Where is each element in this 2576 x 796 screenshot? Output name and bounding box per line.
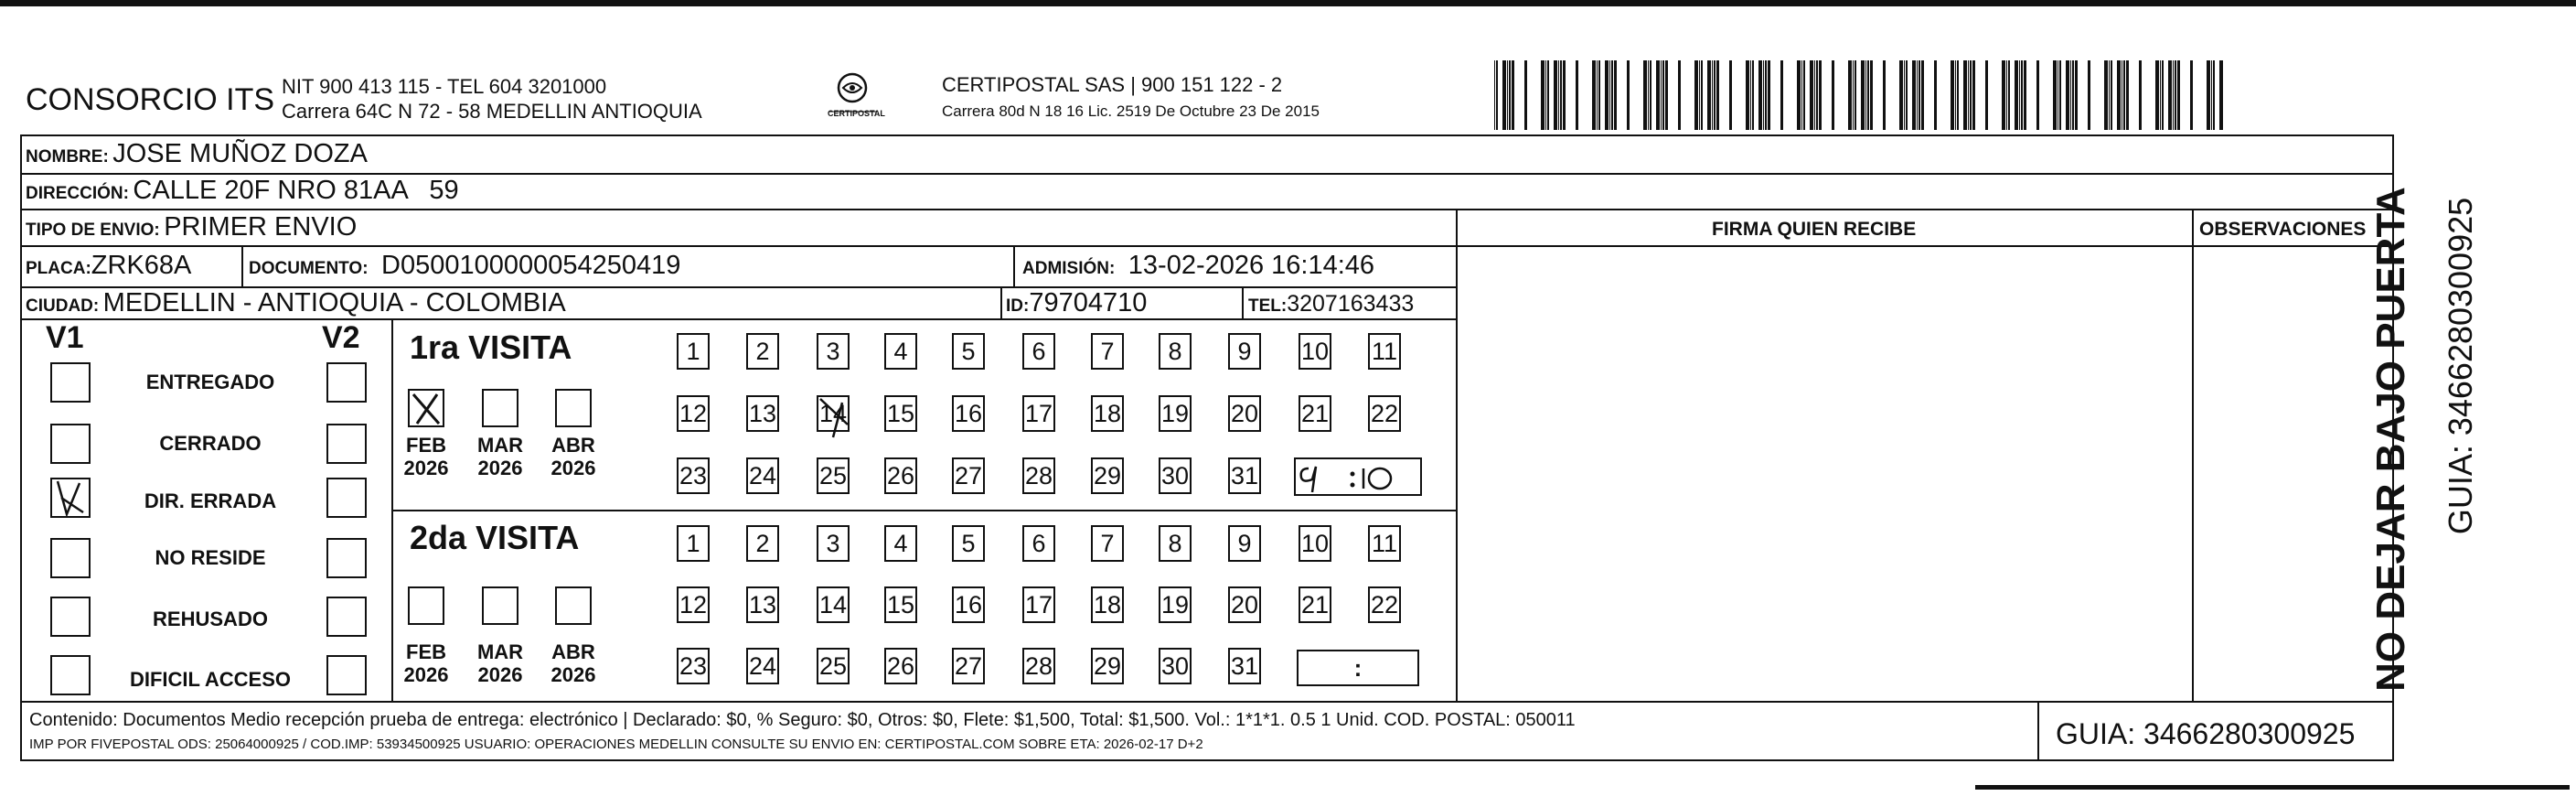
barcode-bar [2139, 60, 2142, 130]
barcode-bar [1750, 60, 1751, 130]
barcode-bar [2126, 60, 2129, 130]
first-visit-day-28[interactable]: 28 [1022, 457, 1055, 494]
row-line [391, 510, 1458, 511]
second-visit-day-8[interactable]: 8 [1159, 525, 1192, 562]
placa-label: PLACA: [26, 259, 91, 278]
barcode-bar [2059, 60, 2061, 130]
col-line [1013, 245, 1015, 286]
first-visit-month-mar-label [473, 434, 528, 480]
barcode-bar [1560, 60, 1562, 130]
first-visit-day-16[interactable]: 16 [952, 395, 985, 432]
month-year: 2026 [550, 457, 596, 480]
barcode-bar [1917, 60, 1918, 130]
second-visit-day-17[interactable]: 17 [1022, 586, 1055, 623]
second-visit-day-28[interactable]: 28 [1022, 648, 1055, 684]
month-name: MAR [476, 640, 524, 663]
barcode-bar [1627, 60, 1630, 130]
row-line [20, 245, 2394, 247]
company-line-2: Carrera 64C N 72 - 58 MEDELLIN ANTIOQUIA [282, 100, 702, 123]
second-visit-day-30[interactable]: 30 [1159, 648, 1192, 684]
direccion-row [26, 177, 459, 204]
v2-checkbox-cerrado[interactable] [326, 424, 367, 464]
barcode-bar [1801, 60, 1802, 130]
nombre-label: NOMBRE: [26, 147, 109, 167]
barcode-bar [1883, 60, 1886, 130]
barcode-bar [2168, 60, 2172, 130]
barcode-bar [1780, 60, 1783, 130]
month-year: 2026 [550, 663, 596, 687]
barcode-bar [2015, 60, 2018, 130]
barcode-bar [1563, 60, 1566, 130]
second-visit-day-22[interactable]: 22 [1368, 586, 1401, 623]
barcode-bar [1643, 60, 1647, 130]
barcode-bar [1729, 60, 1732, 130]
barcode-bar [1861, 60, 1865, 130]
second-visit-month-abr-label [546, 640, 601, 687]
ciudad-value: MEDELLIN - ANTIOQUIA - COLOMBIA [102, 288, 566, 317]
barcode-bar [1614, 60, 1617, 130]
barcode-bar [1955, 60, 1956, 130]
second-visit-day-11[interactable]: 11 [1368, 525, 1401, 562]
nombre-value: JOSE MUÑOZ DOZA [112, 139, 368, 168]
tipo-value: PRIMER ENVIO [164, 212, 358, 242]
footer-content: Contenido: Documentos Medio recepción prueba de entrega: electrónico | Declarado: $0, % Seguro: $0, Otros: $0, Flete: $1,500, Total: $1,500. Vol.: 1*1*1. 0.5 1 Unid. COD. POSTAL: 050011 [29, 710, 1576, 730]
barcode-bar [2190, 60, 2193, 130]
barcode-bar [1597, 60, 1598, 130]
barcode-bar [1611, 60, 1613, 130]
reason-rehusado: REHUSADO [153, 608, 268, 630]
footer-print-info: IMP POR FIVEPOSTAL ODS: 25064000925 / COD.IMP: 53934500925 USUARIO: OPERACIONES MEDELLIN CONSULTE SU ENVIO EN: CERTIPOSTAL.COM SOBRE ETA: 2026-02-17 D+2 [29, 737, 1203, 752]
first-visit-day-5[interactable]: 5 [952, 333, 985, 370]
second-visit-day-26[interactable]: 26 [884, 648, 917, 684]
first-visit-day-18[interactable]: 18 [1091, 395, 1124, 432]
v2-checkbox-entregado[interactable] [326, 362, 367, 403]
top-edge-line [0, 0, 2576, 6]
first-visit-day-7[interactable]: 7 [1091, 333, 1124, 370]
month-year: 2026 [403, 663, 449, 687]
second-visit-day-7[interactable]: 7 [1091, 525, 1124, 562]
first-visit-day-25[interactable]: 25 [817, 457, 850, 494]
first-visit-month-feb-label [399, 434, 454, 480]
barcode-bar [1665, 60, 1668, 130]
second-visit-month-mar[interactable] [482, 586, 518, 625]
carrier-line-1: CERTIPOSTAL SAS | 900 151 122 - 2 [942, 73, 1283, 96]
barcode-bar [1694, 60, 1698, 130]
tipo-label: TIPO DE ENVIO: [26, 221, 160, 240]
barcode-bar [1957, 60, 1959, 130]
barcode-bar [2219, 60, 2223, 130]
barcode-bar [2109, 60, 2110, 130]
barcode-bar [1867, 60, 1869, 130]
barcode-bar [2006, 60, 2007, 130]
second-visit-day-14[interactable]: 14 [817, 586, 850, 623]
barcode-bar [1661, 60, 1662, 130]
barcode-bar [1576, 60, 1578, 130]
documento-label: DOCUMENTO: [249, 259, 369, 278]
first-visit-day-2[interactable]: 2 [746, 333, 779, 370]
first-visit-day-12[interactable]: 12 [677, 395, 710, 432]
month-year: 2026 [477, 663, 523, 687]
barcode-bar [1502, 60, 1506, 130]
v1-checkbox-dificil-acceso[interactable] [50, 655, 91, 695]
bottom-edge-line [1975, 785, 2570, 790]
barcode-bar [2002, 60, 2005, 130]
barcode-bar [1865, 60, 1866, 130]
handwritten-check-mark [52, 479, 89, 516]
barcode-bar [2072, 60, 2074, 130]
barcode-bar [2019, 60, 2020, 130]
logo-caption: CERTIPOSTAL [828, 109, 885, 118]
second-visit-day-31[interactable]: 31 [1228, 648, 1261, 684]
barcode-bar [1494, 60, 1495, 130]
id-row [1006, 290, 1147, 317]
carrier-line-2: Carrera 80d N 18 16 Lic. 2519 De Octubre 23 De 2015 [942, 102, 1320, 120]
barcode-bar [1816, 60, 1818, 130]
second-visit-title: 2da VISITA [410, 519, 580, 556]
admision-row [1022, 253, 1374, 279]
second-visit-day-3[interactable]: 3 [817, 525, 850, 562]
barcode-bar [2177, 60, 2180, 130]
barcode-bar [1765, 60, 1767, 130]
barcode-bar [1853, 60, 1854, 130]
barcode-bar [1819, 60, 1822, 130]
barcode-bar [2024, 60, 2026, 130]
col-line [2037, 701, 2039, 761]
barcode-bar [1768, 60, 1770, 130]
first-visit-day-8[interactable]: 8 [1159, 333, 1192, 370]
second-visit-day-29[interactable]: 29 [1091, 648, 1124, 684]
barcode-bar [2162, 60, 2164, 130]
barcode-bar [1648, 60, 1649, 130]
barcode-bar [1541, 60, 1545, 130]
admision-value: 13-02-2026 16:14:46 [1128, 251, 1375, 280]
first-visit-day-14[interactable]: 14 [817, 395, 850, 432]
row-line [20, 318, 1458, 320]
first-visit-day-11[interactable]: 11 [1368, 333, 1401, 370]
barcode-bar [1797, 60, 1801, 130]
barcode-bar [1912, 60, 1916, 130]
barcode-bar [1699, 60, 1700, 130]
v2-checkbox-dir-errada[interactable] [326, 478, 367, 518]
barcode-bar [1598, 60, 1600, 130]
firma-label: FIRMA QUIEN RECIBE [1712, 219, 1917, 240]
first-visit-time-box[interactable] [1294, 457, 1422, 496]
second-visit-day-27[interactable]: 27 [952, 648, 985, 684]
first-visit-month-abr-label [546, 434, 601, 480]
second-visit-day-9[interactable]: 9 [1228, 525, 1261, 562]
month-name: FEB [406, 640, 446, 663]
first-visit-day-4[interactable]: 4 [884, 333, 917, 370]
barcode-bar [1904, 60, 1905, 130]
first-visit-day-22[interactable]: 22 [1368, 395, 1401, 432]
first-visit-day-3[interactable]: 3 [817, 333, 850, 370]
barcode-bar [1855, 60, 1856, 130]
barcode-bar [1814, 60, 1815, 130]
reason-cerrado: CERRADO [159, 432, 262, 455]
barcode-bar [1545, 60, 1546, 130]
barcode-bar [1899, 60, 1903, 130]
form-frame [20, 134, 2394, 761]
v2-checkbox-no-reside[interactable] [326, 538, 367, 578]
reason-entregado: ENTREGADO [145, 371, 275, 393]
second-visit-day-18[interactable]: 18 [1091, 586, 1124, 623]
second-visit-day-2[interactable]: 2 [746, 525, 779, 562]
barcode-bar [1968, 60, 1969, 130]
ciudad-row [26, 290, 566, 317]
first-visit-day-6[interactable]: 6 [1022, 333, 1055, 370]
barcode-bar [2211, 60, 2212, 130]
second-visit-day-6[interactable]: 6 [1022, 525, 1055, 562]
col-line [2192, 209, 2194, 701]
barcode-bar [1605, 60, 1609, 130]
direccion-label: DIRECCIÓN: [26, 184, 129, 203]
barcode-bar [2160, 60, 2161, 130]
barcode-bar [2066, 60, 2069, 130]
second-visit-day-20[interactable]: 20 [1228, 586, 1261, 623]
month-name: MAR [476, 434, 524, 457]
month-name: FEB [406, 434, 446, 457]
id-value: 79704710 [1029, 288, 1148, 317]
tel-value: 3207163433 [1287, 291, 1415, 317]
first-visit-day-17[interactable]: 17 [1022, 395, 1055, 432]
barcode-bar [2104, 60, 2108, 130]
month-year: 2026 [403, 457, 449, 480]
barcode-bar [1558, 60, 1559, 130]
barcode-bar [1507, 60, 1508, 130]
first-visit-day-23[interactable]: 23 [677, 457, 710, 494]
barcode-bar [2053, 60, 2057, 130]
second-visit-month-feb-label [399, 640, 454, 687]
direccion-value: CALLE 20F NRO 81AA 59 [133, 176, 459, 205]
barcode-bar [2123, 60, 2125, 130]
documento-row [249, 253, 680, 279]
col-line [241, 245, 243, 286]
reason-dir-errada: DIR. ERRADA [144, 489, 277, 512]
first-visit-day-29[interactable]: 29 [1091, 457, 1124, 494]
second-visit-day-13[interactable]: 13 [746, 586, 779, 623]
first-visit-day-30[interactable]: 30 [1159, 457, 1192, 494]
ciudad-label: CIUDAD: [26, 296, 100, 316]
barcode-bar [1547, 60, 1549, 130]
v1-checkbox-dir-errada[interactable] [50, 478, 91, 518]
barcode-bar [1714, 60, 1716, 130]
barcode-bar [2088, 60, 2090, 130]
barcode-bar [2207, 60, 2210, 130]
admision-label: ADMISIÓN: [1022, 259, 1116, 278]
barcode-bar [2036, 60, 2039, 130]
company-name: CONSORCIO ITS [26, 82, 275, 117]
barcode-bar [1701, 60, 1703, 130]
barcode-bar [1934, 60, 1937, 130]
barcode-bar [1524, 60, 1527, 130]
col-line [1242, 286, 1244, 318]
barcode-bar [1972, 60, 1975, 130]
barcode-bar [2075, 60, 2078, 130]
first-visit-month-feb[interactable] [408, 389, 444, 427]
barcode-bar [1921, 60, 1924, 130]
placa-value: ZRK68A [91, 251, 192, 280]
handwritten-strike-mark [818, 393, 851, 441]
first-visit-month-mar[interactable] [482, 389, 518, 427]
barcode-bar [1758, 60, 1762, 130]
barcode-bar [2213, 60, 2215, 130]
second-visit-day-24[interactable]: 24 [746, 648, 779, 684]
barcode-bar [1810, 60, 1813, 130]
barcode-bar [1496, 60, 1498, 130]
reason-dificil-acceso: DIFICIL ACCESO [129, 668, 291, 691]
barcode-bar [1985, 60, 1988, 130]
barcode-bar [1509, 60, 1511, 130]
barcode-bar [1848, 60, 1852, 130]
col-line [391, 318, 393, 701]
documento-value: D0500100000054250419 [381, 251, 681, 280]
second-visit-month-feb[interactable] [408, 586, 444, 625]
second-visit-day-25[interactable]: 25 [817, 648, 850, 684]
barcode-bar [2173, 60, 2174, 130]
barcode-bar [1919, 60, 1920, 130]
barcode-bar [1592, 60, 1596, 130]
second-visit-day-5[interactable]: 5 [952, 525, 985, 562]
month-year: 2026 [477, 457, 523, 480]
first-visit-day-21[interactable]: 21 [1299, 395, 1331, 432]
col-line [1000, 286, 1002, 318]
barcode-bar [1970, 60, 1972, 130]
v1-checkbox-no-reside[interactable] [50, 538, 91, 578]
barcode-bar [2008, 60, 2010, 130]
barcode-bar [1609, 60, 1610, 130]
v1-checkbox-entregado[interactable] [50, 362, 91, 403]
second-visit-day-4[interactable]: 4 [884, 525, 917, 562]
barcode-bar [1554, 60, 1557, 130]
first-visit-day-9[interactable]: 9 [1228, 333, 1261, 370]
row-line [20, 209, 2394, 210]
barcode-bar [1512, 60, 1514, 130]
barcode-bar [2175, 60, 2176, 130]
tipo-row [26, 214, 357, 241]
barcode-bar [1803, 60, 1805, 130]
barcode-bar [1746, 60, 1749, 130]
month-name: ABR [551, 640, 595, 663]
placa-row [26, 253, 191, 279]
nombre-row [26, 141, 368, 167]
barcode-bar [2155, 60, 2159, 130]
v2-checkbox-rehusado[interactable] [326, 597, 367, 637]
v1-label: V1 [46, 320, 84, 355]
second-visit-day-16[interactable]: 16 [952, 586, 985, 623]
barcode-bar [1712, 60, 1713, 130]
first-visit-title: 1ra VISITA [410, 328, 572, 366]
id-label: ID: [1006, 296, 1030, 316]
barcode-bar [1656, 60, 1660, 130]
v2-label: V2 [322, 320, 360, 355]
first-visit-day-1[interactable]: 1 [677, 333, 710, 370]
barcode [1492, 60, 2224, 130]
barcode-bar [1662, 60, 1664, 130]
second-visit-day-19[interactable]: 19 [1159, 586, 1192, 623]
barcode-bar [1951, 60, 1954, 130]
second-visit-day-1[interactable]: 1 [677, 525, 710, 562]
barcode-bar [1832, 60, 1834, 130]
row-line [20, 173, 2394, 175]
col-line [1456, 209, 1458, 701]
first-visit-day-20[interactable]: 20 [1228, 395, 1261, 432]
first-visit-day-27[interactable]: 27 [952, 457, 985, 494]
first-visit-day-26[interactable]: 26 [884, 457, 917, 494]
barcode-bar [2111, 60, 2112, 130]
second-visit-time-box[interactable]: : [1297, 650, 1419, 686]
first-visit-day-19[interactable]: 19 [1159, 395, 1192, 432]
first-visit-day-15[interactable]: 15 [884, 395, 917, 432]
second-visit-day-12[interactable]: 12 [677, 586, 710, 623]
barcode-bar [1678, 60, 1681, 130]
barcode-bar [2021, 60, 2023, 130]
first-visit-month-abr[interactable] [555, 389, 592, 427]
v2-checkbox-dificil-acceso[interactable] [326, 655, 367, 695]
observaciones-label: OBSERVACIONES [2199, 219, 2367, 240]
first-visit-day-24[interactable]: 24 [746, 457, 779, 494]
second-visit-day-23[interactable]: 23 [677, 648, 710, 684]
month-name: ABR [551, 434, 595, 457]
barcode-bar [1906, 60, 1908, 130]
barcode-bar [1716, 60, 1719, 130]
second-visit-day-10[interactable]: 10 [1299, 525, 1331, 562]
side-guia: GUIA: 3466280300925 [2442, 197, 2479, 535]
barcode-bar [1707, 60, 1711, 130]
tel-label: TEL: [1248, 296, 1288, 316]
barcode-bar [2070, 60, 2071, 130]
footer-guia: GUIA: 3466280300925 [2056, 717, 2356, 750]
v1-checkbox-cerrado[interactable] [50, 424, 91, 464]
second-visit-month-mar-label [473, 640, 528, 687]
barcode-bar [1650, 60, 1651, 130]
barcode-bar [2117, 60, 2121, 130]
second-visit-month-abr[interactable] [555, 586, 592, 625]
side-no-dejar-bajo-puerta: NO DEJAR BAJO PUERTA [2368, 187, 2413, 692]
first-visit-day-13[interactable]: 13 [746, 395, 779, 432]
barcode-bar [1763, 60, 1764, 130]
barcode-bar [1870, 60, 1873, 130]
second-visit-day-15[interactable]: 15 [884, 586, 917, 623]
barcode-bar [1752, 60, 1754, 130]
reason-no-reside: NO RESIDE [155, 546, 266, 569]
first-visit-day-31[interactable]: 31 [1228, 457, 1261, 494]
second-visit-day-21[interactable]: 21 [1299, 586, 1331, 623]
tel-row [1248, 293, 1414, 316]
company-line-1: NIT 900 413 115 - TEL 604 3201000 [282, 75, 607, 98]
first-visit-day-10[interactable]: 10 [1299, 333, 1331, 370]
barcode-bar [1963, 60, 1967, 130]
v1-checkbox-rehusado[interactable] [50, 597, 91, 637]
handwritten-x-mark [410, 391, 443, 425]
